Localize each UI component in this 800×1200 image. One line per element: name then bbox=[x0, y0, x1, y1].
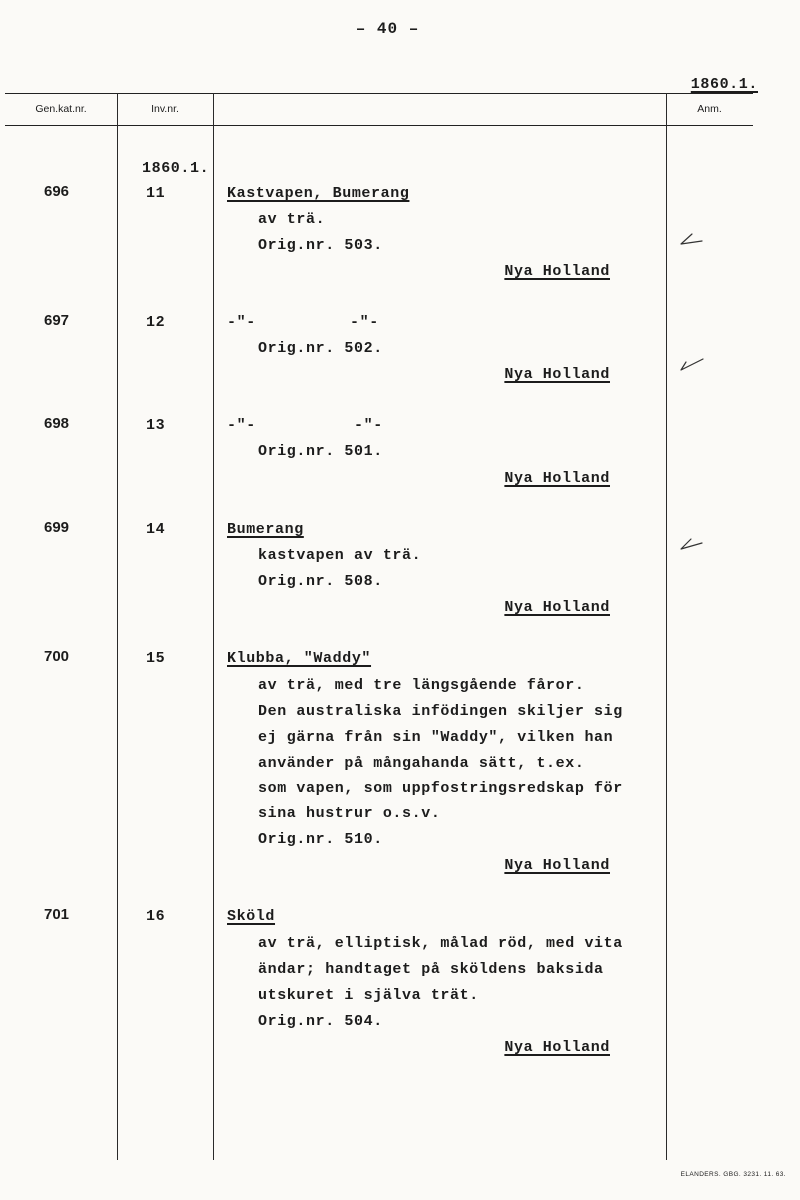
location: Nya Holland bbox=[504, 366, 610, 383]
location: Nya Holland bbox=[504, 857, 610, 874]
gen-number: 696 bbox=[44, 183, 70, 200]
location: Nya Holland bbox=[504, 470, 610, 487]
location: Nya Holland bbox=[504, 1039, 610, 1056]
column-divider-inv bbox=[213, 93, 214, 1160]
description-line: Orig.nr. 501. bbox=[258, 443, 383, 460]
entry-title: Kastvapen, Bumerang bbox=[227, 185, 410, 202]
inv-number: 16 bbox=[146, 908, 166, 925]
gen-number: 699 bbox=[44, 519, 70, 536]
column-header-anm: Anm. bbox=[697, 103, 722, 115]
inv-number: 12 bbox=[146, 314, 166, 331]
column-header-inv: Inv.nr. bbox=[151, 103, 179, 115]
location: Nya Holland bbox=[504, 599, 610, 616]
page-number: – 40 – bbox=[355, 20, 420, 38]
inv-number: 11 bbox=[146, 185, 166, 202]
gen-number: 698 bbox=[44, 415, 70, 432]
description-line: sina hustrur o.s.v. bbox=[258, 805, 441, 822]
entry-title: Bumerang bbox=[227, 521, 304, 538]
ditto-mark: -"- bbox=[350, 314, 379, 331]
description-line: Orig.nr. 503. bbox=[258, 237, 383, 254]
series-header: 1860.1. bbox=[690, 76, 758, 93]
entry-title: Klubba, "Waddy" bbox=[227, 650, 372, 667]
column-divider-anm bbox=[666, 93, 667, 1160]
check-mark-icon bbox=[678, 232, 704, 250]
series-label: 1860.1. bbox=[142, 160, 210, 177]
inv-number: 13 bbox=[146, 417, 166, 434]
location: Nya Holland bbox=[504, 263, 610, 280]
check-mark-icon bbox=[678, 356, 704, 374]
description-line: utskuret i själva trät. bbox=[258, 987, 479, 1004]
gen-number: 697 bbox=[44, 312, 70, 329]
column-header-gen: Gen.kat.nr. bbox=[35, 103, 87, 115]
description-line: använder på mångahanda sätt, t.ex. bbox=[258, 755, 585, 772]
inv-number: 15 bbox=[146, 650, 166, 667]
description-line: Orig.nr. 508. bbox=[258, 573, 383, 590]
description-line: av trä. bbox=[258, 211, 326, 228]
ditto-mark: -"- bbox=[227, 417, 256, 434]
description-line: Den australiska infödingen skiljer sig bbox=[258, 703, 623, 720]
gen-number: 701 bbox=[44, 906, 70, 923]
column-divider-gen bbox=[117, 93, 118, 1160]
inv-number: 14 bbox=[146, 521, 166, 538]
description-line: Orig.nr. 504. bbox=[258, 1013, 383, 1030]
description-line: ej gärna från sin "Waddy", vilken han bbox=[258, 729, 614, 746]
description-line: ändar; handtaget på sköldens baksida bbox=[258, 961, 604, 978]
description-line: kastvapen av trä. bbox=[258, 547, 422, 564]
description-line: av trä, elliptisk, målad röd, med vita bbox=[258, 935, 623, 952]
description-line: som vapen, som uppfostringsredskap för bbox=[258, 780, 623, 797]
ditto-mark: -"- bbox=[227, 314, 256, 331]
description-line: av trä, med tre längsgående fåror. bbox=[258, 677, 585, 694]
entry-title: Sköld bbox=[227, 908, 276, 925]
printer-imprint: ELANDERS. GBG. 3231. 11. 63. bbox=[680, 1171, 786, 1178]
description-line: Orig.nr. 510. bbox=[258, 831, 383, 848]
check-mark-icon bbox=[678, 536, 704, 554]
ditto-mark: -"- bbox=[354, 417, 383, 434]
description-line: Orig.nr. 502. bbox=[258, 340, 383, 357]
gen-number: 700 bbox=[44, 648, 70, 665]
